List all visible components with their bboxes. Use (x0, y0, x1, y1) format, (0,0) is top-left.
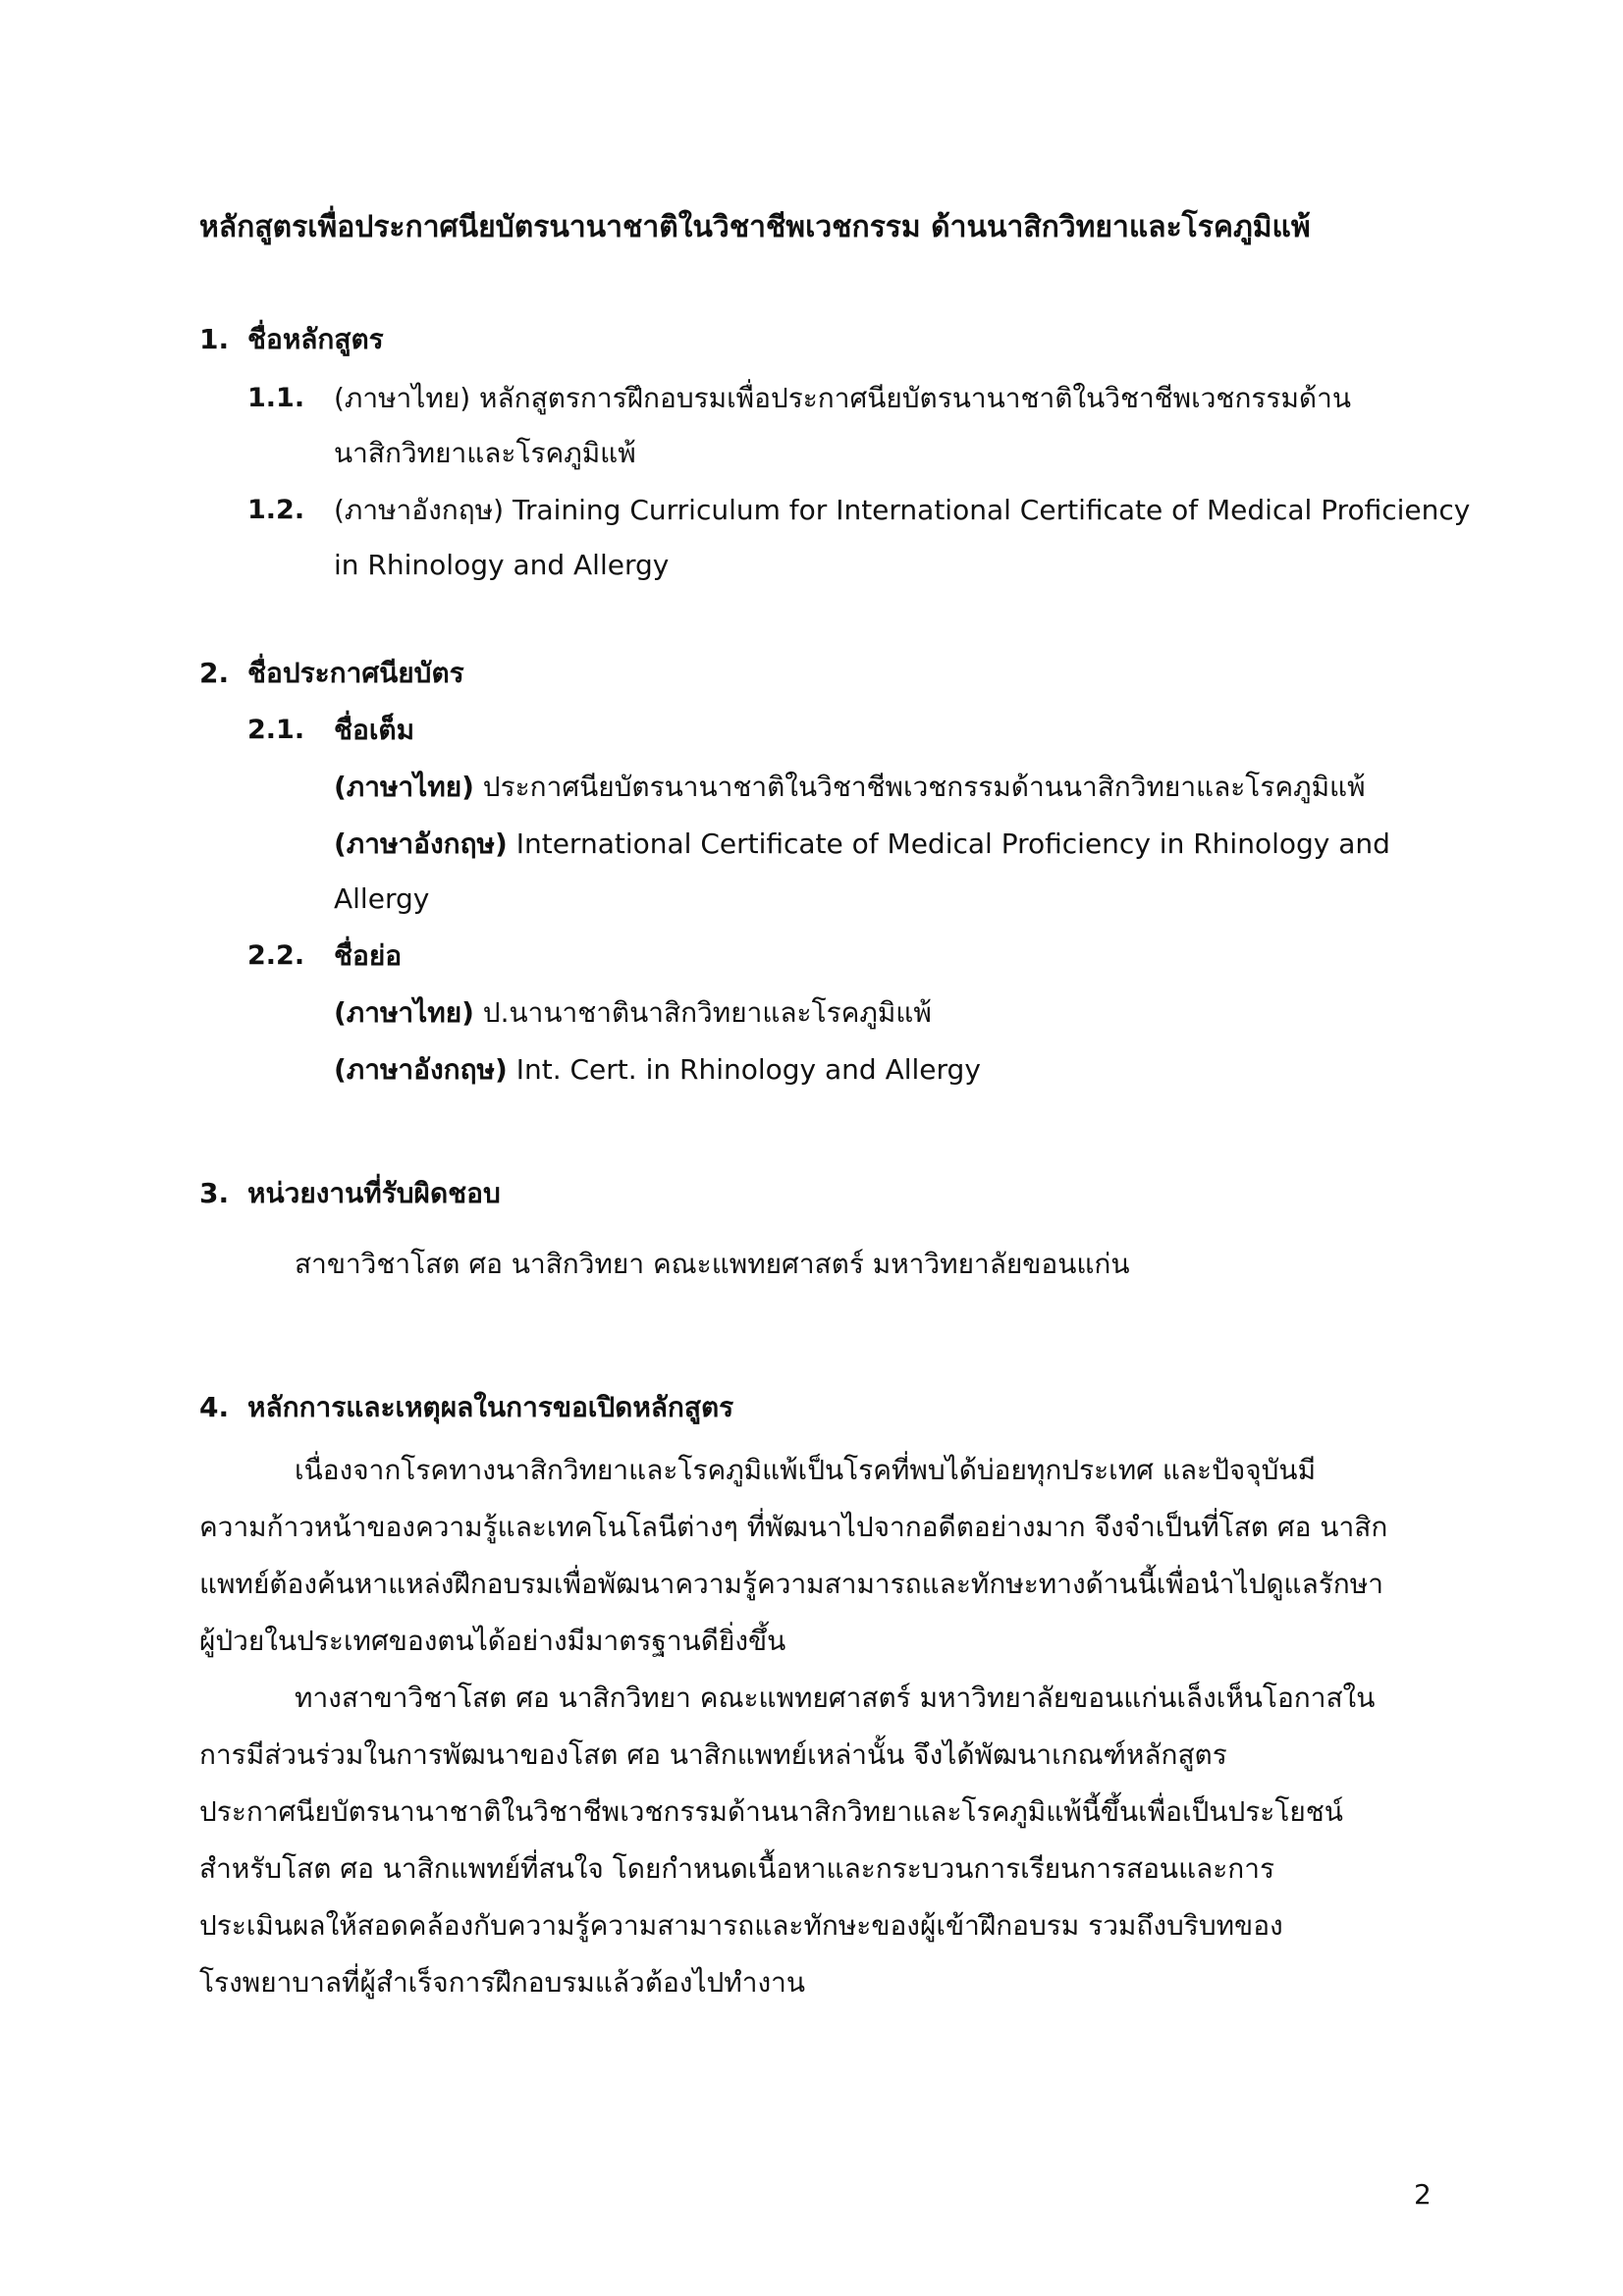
item-1-2-line-1: (ภาษาอังกฤษ) Training Curriculum for International Certificate of Medical Proficiency (334, 494, 1471, 526)
paragraph-2-line: โรงพยาบาลที่ผู้สำเร็จการฝึกอบรมแล้วต้องไปทำงาน (199, 1966, 806, 1999)
item-2-2-english-line (334, 1050, 981, 1090)
section-3-number: 3. (199, 1177, 230, 1209)
item-1-2-line-2: in Rhinology and Allergy (334, 549, 670, 581)
paragraph-1-line: ผู้ป่วยในประเทศของตนได้อย่างมีมาตรฐานดียิ่งขึ้น (199, 1625, 786, 1657)
page-number: 2 (1414, 2178, 1432, 2211)
paragraph-2-line: ทางสาขาวิชาโสต ศอ นาสิกวิทยา คณะแพทยศาสตร์ มหาวิทยาลัยขอนแก่นเล็งเห็นโอกาสใน (295, 1682, 1376, 1714)
item-1-1-line-1: (ภาษาไทย) หลักสูตรการฝึกอบรมเพื่อประกาศนียบัตรนานาชาติในวิชาชีพเวชกรรมด้าน (334, 382, 1351, 414)
paragraph-2-line: สำหรับโสต ศอ นาสิกแพทย์ที่สนใจ โดยกำหนดเนื้อหาและกระบวนการเรียนการสอนและการ (199, 1852, 1275, 1885)
section-2-number: 2. (199, 657, 230, 689)
document-title: หลักสูตรเพื่อประกาศนียบัตรนานาชาติในวิชาชีพเวชกรรม ด้านนาสิกวิทยาและโรคภูมิแพ้ (199, 210, 1311, 244)
section-1-number: 1. (199, 323, 230, 355)
section-4-heading: หลักการและเหตุผลในการขอเปิดหลักสูตร (247, 1391, 734, 1423)
section-3-text: สาขาวิชาโสต ศอ นาสิกวิทยา คณะแพทยศาสตร์ มหาวิทยาลัยขอนแก่น (295, 1248, 1130, 1280)
item-2-1-english-line (334, 825, 1390, 864)
item-2-2-heading: ชื่อย่อ (334, 939, 403, 972)
item-1-2-number: 1.2. (247, 495, 305, 525)
item-2-1-english-line-2: Allergy (334, 882, 430, 915)
section-3-heading: หน่วยงานที่รับผิดชอบ (247, 1177, 501, 1209)
item-2-2-number: 2.2. (247, 940, 305, 971)
thai-label: (ภาษาไทย) (334, 996, 474, 1029)
section-2-heading: ชื่อประกาศนียบัตร (247, 657, 464, 689)
paragraph-1-line: แพทย์ต้องค้นหาแหล่งฝึกอบรมเพื่อพัฒนาความรู้ความสามารถและทักษะทางด้านนี้เพื่อนำไปดูแลรักษา (199, 1568, 1383, 1600)
paragraph-2-line: การมีส่วนร่วมในการพัฒนาของโสต ศอ นาสิกแพทย์เหล่านั้น จึงได้พัฒนาเกณฑ์หลักสูตร (199, 1738, 1227, 1771)
thai-short-name: ป.นานาชาตินาสิกวิทยาและโรคภูมิแพ้ (473, 996, 932, 1029)
paragraph-2-line: ประเมินผลให้สอดคล้องกับความรู้ความสามารถและทักษะของผู้เข้าฝึกอบรม รวมถึงบริบทของ (199, 1909, 1283, 1942)
item-2-1-number: 2.1. (247, 715, 305, 745)
section-1-heading: ชื่อหลักสูตร (247, 323, 384, 355)
thai-full-name: ประกาศนียบัตรนานาชาติในวิชาชีพเวชกรรมด้านนาสิกวิทยาและโรคภูมิแพ้ (473, 771, 1366, 803)
section-4-number: 4. (199, 1391, 230, 1423)
paragraph-2-line: ประกาศนียบัตรนานาชาติในวิชาชีพเวชกรรมด้านนาสิกวิทยาและโรคภูมิแพ้นี้ขึ้นเพื่อเป็นประโยชน์ (199, 1795, 1343, 1828)
item-2-1-thai-line (334, 768, 1366, 807)
paragraph-1-line: ความก้าวหน้าของความรู้และเทคโนโลนีต่างๆ ที่พัฒนาไปจากอดีตอย่างมาก จึงจำเป็นที่โสต ศอ นาสิก (199, 1511, 1388, 1543)
item-1-1-line-2: นาสิกวิทยาและโรคภูมิแพ้ (334, 437, 636, 469)
thai-label: (ภาษาไทย) (334, 771, 474, 803)
item-2-1-heading: ชื่อเต็ม (334, 714, 415, 746)
english-label: (ภาษาอังกฤษ) (334, 1053, 508, 1086)
english-short-name: Int. Cert. in Rhinology and Allergy (507, 1053, 981, 1086)
item-1-1-number: 1.1. (247, 383, 305, 413)
english-full-name: International Certificate of Medical Proficiency in Rhinology and (507, 828, 1390, 860)
paragraph-1-line: เนื่องจากโรคทางนาสิกวิทยาและโรคภูมิแพ้เป็นโรคที่พบได้บ่อยทุกประเทศ และปัจจุบันมี (295, 1454, 1317, 1486)
english-label: (ภาษาอังกฤษ) (334, 828, 508, 860)
item-2-2-thai-line (334, 993, 932, 1033)
